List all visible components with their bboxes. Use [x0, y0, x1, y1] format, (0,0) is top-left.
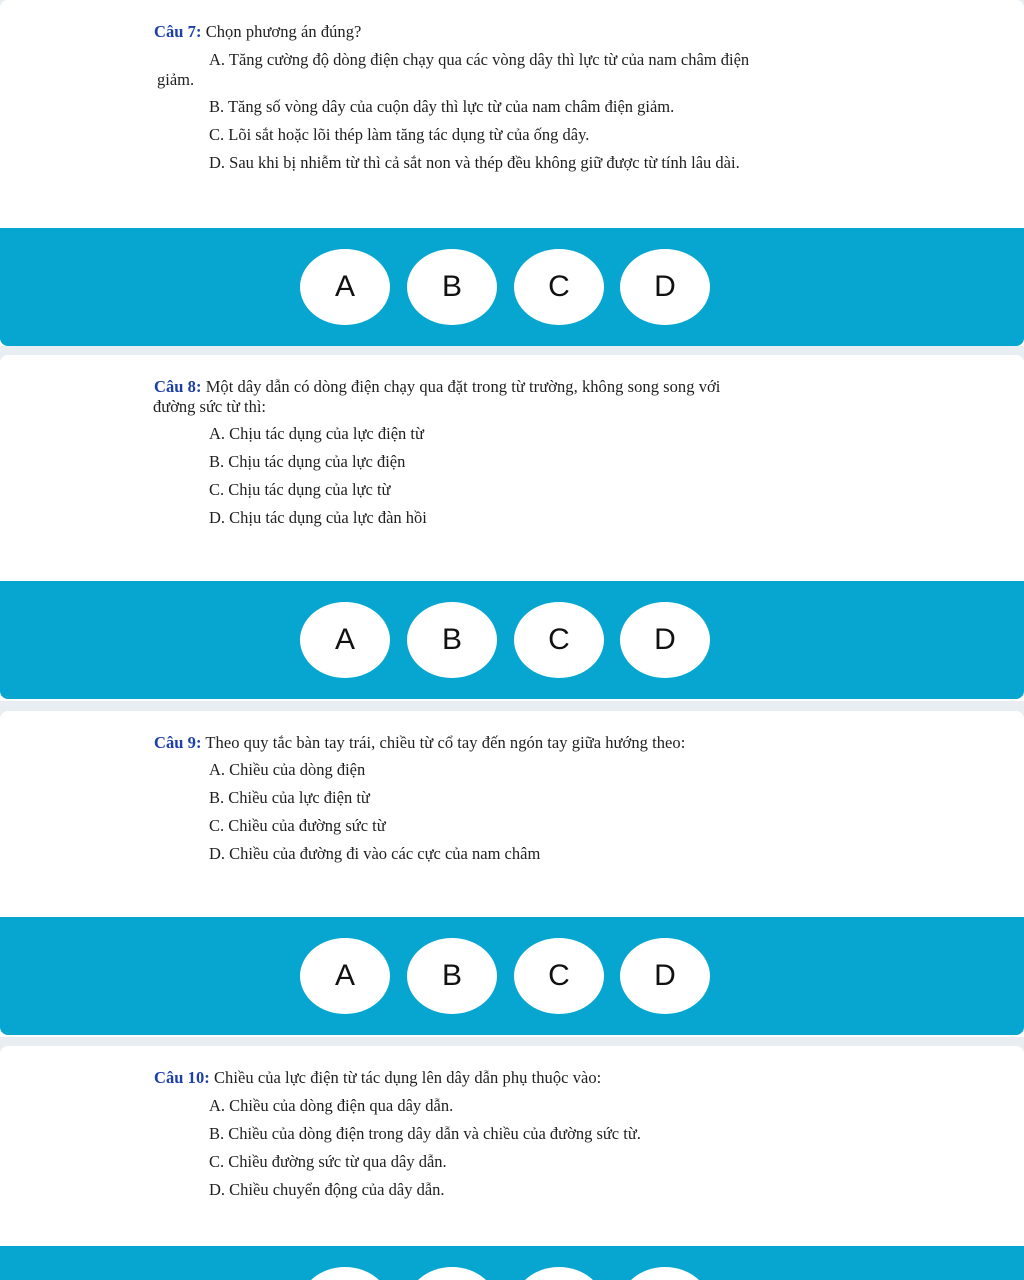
option-a-continuation: giảm. [157, 70, 195, 89]
choice-c-button[interactable]: C [514, 938, 604, 1014]
answer-bar [0, 228, 1024, 346]
question-text: Chọn phương án đúng? [205, 22, 362, 41]
choice-a-button[interactable] [300, 1267, 390, 1280]
option-c: C. Chịu tác dụng của lực từ [209, 480, 391, 499]
question-card-8 [0, 355, 1024, 701]
choice-d-button[interactable] [620, 1267, 710, 1280]
option-b: B. Tăng số vòng dây của cuộn dây thì lực từ của nam châm điện giảm. [209, 97, 675, 116]
choice-b-button[interactable]: B [407, 249, 497, 325]
question-number: Câu 8: [154, 377, 202, 396]
option-d: D. Sau khi bị nhiễm từ thì cả sắt non và thép đều không giữ được từ tính lâu dài. [209, 153, 740, 172]
choice-a-button[interactable]: A [300, 602, 390, 678]
question-text: Chiều của lực điện từ tác dụng lên dây dẫn phụ thuộc vào: [214, 1068, 602, 1087]
question-card-9 [0, 711, 1024, 1037]
question-stem [154, 733, 870, 752]
option-d: D. Chịu tác dụng của lực đàn hồi [209, 508, 427, 527]
question-stem [154, 377, 870, 396]
question-card-10 [0, 1046, 1024, 1280]
question-text: Một dây dẫn có dòng điện chạy qua đặt trong từ trường, không song song với [205, 377, 721, 396]
option-b: B. Chiều của dòng điện trong dây dẫn và chiều của đường sức từ. [209, 1124, 641, 1143]
option-a: A. Chiều của dòng điện qua dây dẫn. [209, 1096, 454, 1115]
choice-b-button[interactable]: B [407, 602, 497, 678]
question-stem [154, 1068, 870, 1087]
option-a: A. Tăng cường độ dòng điện chạy qua các vòng dây thì lực từ của nam châm điện [209, 50, 750, 69]
choice-c-button[interactable]: C [514, 249, 604, 325]
option-b: B. Chịu tác dụng của lực điện [209, 452, 406, 471]
choice-a-button[interactable]: A [300, 938, 390, 1014]
choice-a-button[interactable]: A [300, 249, 390, 325]
question-number: Câu 7: [154, 22, 202, 41]
choice-d-button[interactable]: D [620, 938, 710, 1014]
option-d: D. Chiều chuyển động của dây dẫn. [209, 1180, 445, 1199]
choice-d-button[interactable]: D [620, 249, 710, 325]
question-number: Câu 9: [154, 733, 202, 752]
choice-b-button[interactable] [407, 1267, 497, 1280]
choice-c-button[interactable]: C [514, 602, 604, 678]
question-number: Câu 10: [154, 1068, 210, 1087]
question-stem [154, 22, 870, 41]
answer-bar [0, 581, 1024, 699]
answer-bar [0, 917, 1024, 1035]
option-c: C. Chiều đường sức từ qua dây dẫn. [209, 1152, 447, 1171]
question-card-7 [0, 0, 1024, 346]
option-d: D. Chiều của đường đi vào các cực của nam châm [209, 844, 541, 863]
answer-bar [0, 1246, 1024, 1280]
option-b: B. Chiều của lực điện từ [209, 788, 370, 807]
question-body [0, 0, 1024, 228]
option-c: C. Lõi sắt hoặc lõi thép làm tăng tác dụng từ của ống dây. [209, 125, 590, 144]
option-a: A. Chịu tác dụng của lực điện từ [209, 424, 424, 443]
question-body [0, 1046, 1024, 1246]
choice-b-button[interactable]: B [407, 938, 497, 1014]
question-body [0, 711, 1024, 917]
option-c: C. Chiều của đường sức từ [209, 816, 386, 835]
option-a: A. Chiều của dòng điện [209, 760, 366, 779]
choice-c-button[interactable] [514, 1267, 604, 1280]
question-text-continuation: đường sức từ thì: [153, 397, 267, 416]
question-body [0, 355, 1024, 581]
question-text: Theo quy tắc bàn tay trái, chiều từ cổ tay đến ngón tay giữa hướng theo: [205, 733, 686, 752]
choice-d-button[interactable]: D [620, 602, 710, 678]
